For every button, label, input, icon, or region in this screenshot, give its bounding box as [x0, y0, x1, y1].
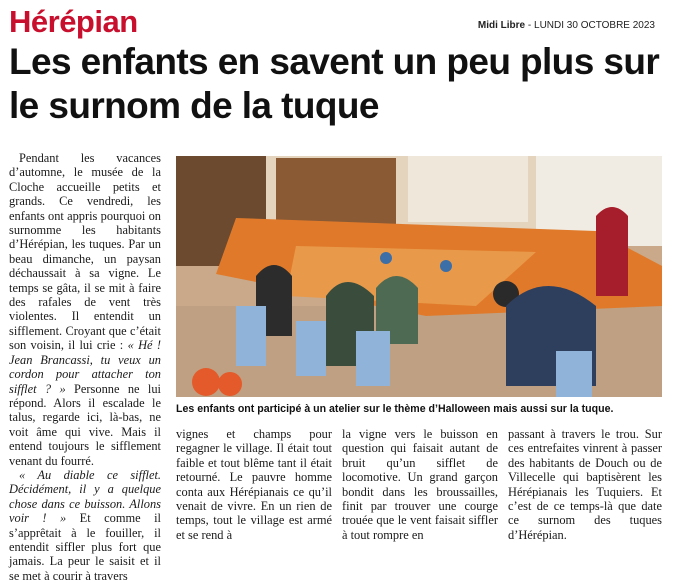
quote-text: « Au diable ce sifflet. Décidément, il y a quelque chose dans ce buisson. Allons voir ! » [9, 467, 161, 526]
article-column-1 [9, 151, 161, 583]
body-paragraph: passant à travers le trou. Sur ces entrefaites vinrent à passer des habitants de Douch ou de Villecelle qui baptisèrent les Hérépianais les Tuquiers. Et c’est de ce temps-là que date ce surnom des tuques d’Hérépian. [508, 427, 662, 542]
body-paragraph [9, 151, 161, 468]
publication-date: - LUNDI 30 OCTOBRE 2023 [525, 20, 655, 31]
section-title: Hérépian [9, 4, 138, 39]
body-text: Pendant les vacances d’automne, le musée de la Cloche accueille petits et grands. Ce vendredi, les enfants ont appris pourquoi on surnomme les habitants d’Hérépian, les tuques. Par un beau dimanche, un paysan déchaussait à sa vigne. Le temps se gâta, il se mit à faire des rafales de vent très violentes. Il entendit un sifflement. Croyant que c’était son voisin, il lui crie : [9, 151, 161, 353]
body-text: Et comme il s’apprêtait à le fouiller, il entendit siffler plus fort que jamais. La peur le saisit et il se met à courir à travers [9, 511, 161, 583]
body-text: Personne ne lui répond. Alors il escalade le talus, regarde ici, là-bas, ne voit âme qui vive. Mais il entend toujours le sifflement venant du fourré. [9, 381, 161, 468]
body-paragraph: vignes et champs pour regagner le village. Il était tout faible et tout blême tant il était retourné. Le pauvre homme conta aux Hérépianais ce qu’il venait de vivre. En un rien de temps, tout le village est armé et se rend à [176, 427, 332, 542]
body-paragraph [9, 468, 161, 583]
article-column-3 [342, 427, 498, 542]
newspaper-name: Midi Libre [477, 20, 526, 31]
article-photo [176, 156, 662, 397]
quote-text: « Hé ! Jean Brancassi, tu veux un cordon pour attacher ton sifflet ? » [9, 338, 161, 396]
photo-caption: Les enfants ont participé à un atelier sur le thème d’Halloween mais aussi sur la tuque. [176, 403, 614, 415]
article-column-2 [176, 427, 332, 542]
masthead [478, 20, 655, 31]
headline: Les enfants en savent un peu plus sur le surnom de la tuque [9, 41, 660, 126]
body-paragraph: la vigne vers le buisson en question qui faisait autant de bruit qu’un sifflet de locomotive. Un grand garçon bondit dans les broussailles, finit par trouver une courge trouée que le vent faisait siffler à tout rompre en [342, 427, 498, 542]
article-column-4 [508, 427, 662, 542]
